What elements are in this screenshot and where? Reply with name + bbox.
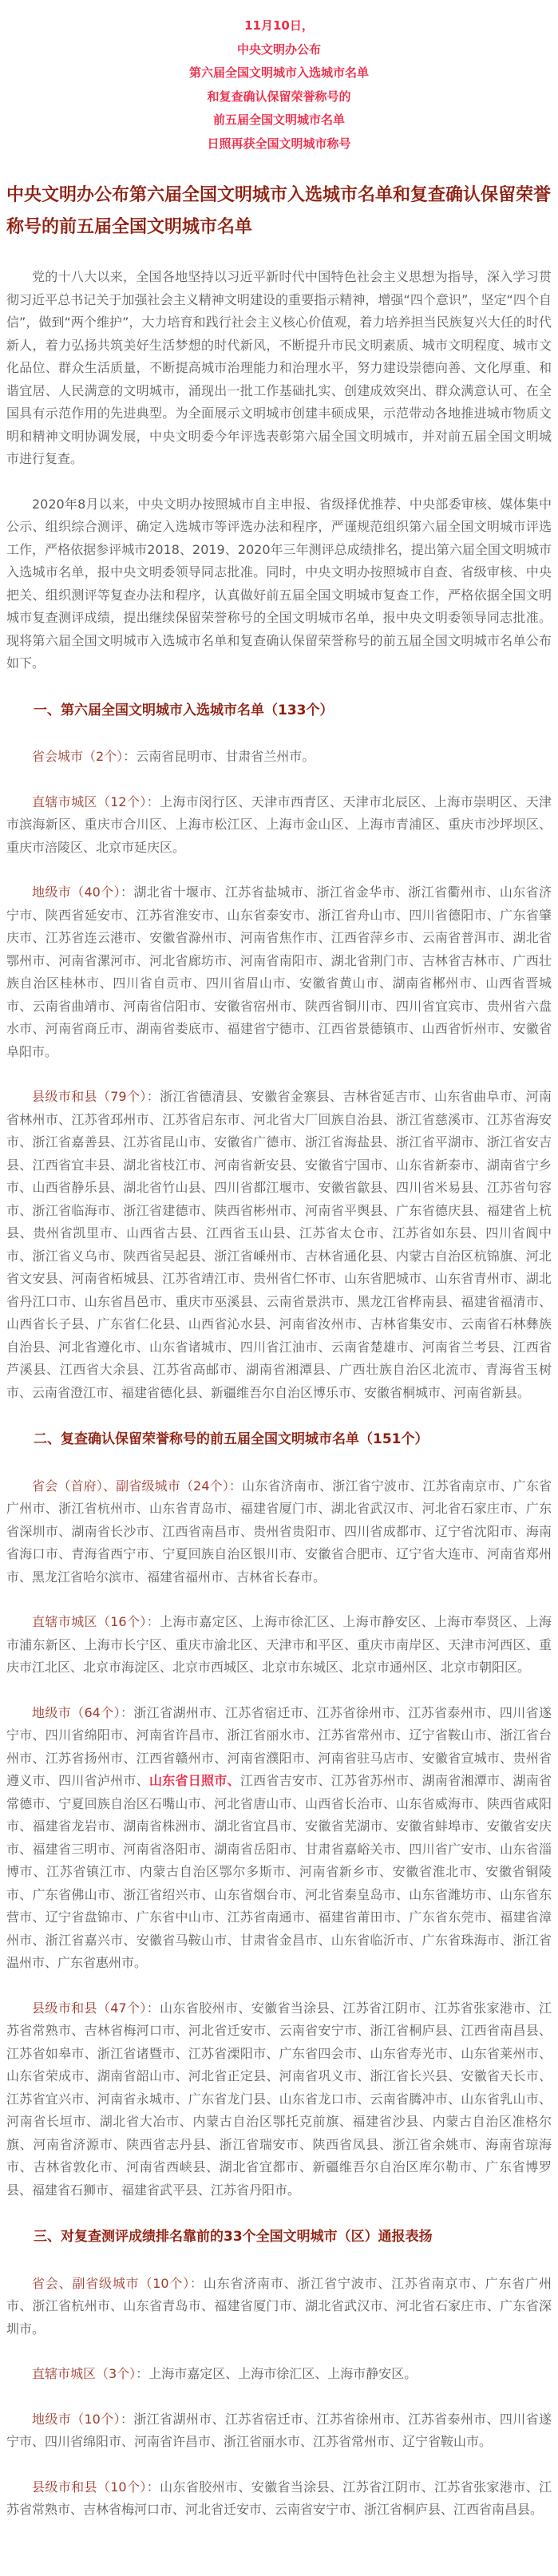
lead-block <box>6 14 552 156</box>
group-city-list: ：浙江省湖州市、江苏省宿迁市、江苏省徐州市、江苏省泰州市、四川省遂宁市、四川省绵阳市、河南省许昌市、浙江省丽水市、江苏省常州市、辽宁省鞍山市。 <box>6 2411 552 2449</box>
section-3-heading: 三、对复查测评成绩排名靠前的33个全国文明城市（区）通报表扬 <box>34 2229 433 2245</box>
group-city-list: ：云南省昆明市、甘肃省兰州市。 <box>123 749 315 764</box>
group-label: 县级市和县（10个） <box>32 2479 147 2495</box>
section-2-group-municipal-districts <box>6 1611 552 1680</box>
group-city-list: ：上海市嘉定区、上海市徐汇区、上海市静安区、上海市奉贤区、上海市浦东新区、上海市长宁区、重庆市渝北区、天津市和平区、重庆市南岸区、天津市河西区、重庆市江北区、北京市海淀区、北京市西城区、北京市东城区、北京市通州区、北京市朝阳区。 <box>6 1614 552 1675</box>
intro-paragraph-2: 2020年8月以来，中央文明办按照城市自主申报、省级择优推荐、中央部委审核、媒体集中公示、组织综合测评、确定入选城市等评选办法和程序，严谨规范组织第六届全国文明城市评选工作，严格依据参评城市2018、2019、2020年三年测评总成绩排名，提出第六届全国文明城市入选城市名单，报中央文明委领导同志批准。同时，中央文明办按照城市自查、省级审核、中央把关、组织测评等复查办法和程序，认真做好前五届全国文明城市复查工作，严格依据全国文明城市复查测评成绩，提出继续保留荣誉称号的全国文明城市名单，报中央文明委领导同志批准。现将第六届全国文明城市入选城市名单和复查确认保留荣誉称号的前五届全国文明城市名单公布如下。 <box>6 496 552 671</box>
section-1-heading: 一、第六届全国文明城市入选城市名单（133个） <box>34 702 334 718</box>
group-label: 县级市和县（47个） <box>32 2000 147 2016</box>
intro-paragraph-1: 党的十八大以来，全国各地坚持以习近平新时代中国特色社会主义思想为指导，深入学习贯彻习近平总书记关于加强社会主义精神文明建设的重要指示精神，增强“四个意识”，坚定“四个自信”，做到“两个维护”，大力培育和践行社会主义核心价值观，着力培养担当民族复兴大任的时代新人，着力弘扬共筑美好生活梦想的时代新风，不断提升市民文明素质、城市文明程度、城市文化品位、群众生活质量，不断提高城市治理能力和治理水平，努力建设崇德向善、文化厚重、和谐宜居、人民满意的文明城市，涌现出一批工作基础扎实、创建成效突出、群众满意认可、在全国具有示范作用的先进典型。为全面展示文明城市创建丰硕成果，示范带动各地推进城市物质文明和精神文明协调发展，中央文明委今年评选表彰第六届全国文明城市，并对前五届全国文明城市进行复查。 <box>6 269 552 466</box>
section-1-group-prefecture-cities <box>6 881 552 1063</box>
group-label: 省会城市（2个） <box>32 749 124 764</box>
article-title: 中央文明办公布第六届全国文明城市入选城市名单和复查确认保留荣誉称号的前五届全国文明城市名单 <box>6 185 552 237</box>
section-1-group-municipal-districts <box>6 791 552 860</box>
lead-line-previous: 前五届全国文明城市名单 <box>212 113 345 127</box>
highlighted-city-rizhao: 山东省日照市、 <box>148 1773 240 1788</box>
group-label: 县级市和县（79个） <box>32 1089 147 1104</box>
section-3-group-municipal-districts <box>6 2363 552 2386</box>
section-3-group-capital-cities <box>6 2273 552 2341</box>
section-3-group-county-cities <box>6 2476 552 2522</box>
section-3-group-prefecture-cities <box>6 2408 552 2454</box>
lead-line-review: 和复查确认保留荣誉称号的 <box>207 89 351 104</box>
section-1-group-capital-cities <box>6 746 552 769</box>
lead-line-rizhao: 日照再获全国文明城市称号 <box>207 136 351 151</box>
group-city-list: ：山东省胶州市、安徽省当涂县、江苏省江阴市、江苏省张家港市、江苏省常熟市、吉林省梅河口市、河北省迁安市、云南省安宁市、浙江省桐庐县、江西省南昌县。 <box>6 2479 552 2517</box>
group-city-list: ：山东省济南市、浙江省宁波市、江苏省南京市、广东省广州市、浙江省杭州市、山东省青岛市、福建省厦门市、湖北省武汉市、河北省石家庄市、广东省深圳市。 <box>6 2275 552 2337</box>
group-city-list-after-highlight: 江西省吉安市、江苏省苏州市、湖南省湘潭市、湖南省常德市、宁夏回族自治区石嘴山市、河北省唐山市、山西省长治市、山东省威海市、陕西省咸阳市、福建省龙岩市、湖南省株洲市、湖北省宜昌市、安徽省芜湖市、安徽省蚌埠市、安徽省安庆市、福建省三明市、河南省洛阳市、湖南省岳阳市、甘肃省嘉峪关市、四川省广安市、山东省淄博市、江苏省镇江市、内蒙古自治区鄂尔多斯市、河南省新乡市、安徽省淮北市、安徽省铜陵市、广东省佛山市、浙江省绍兴市、山东省烟台市、河北省秦皇岛市、山东省潍坊市、山东省东营市、辽宁省盘锦市、广东省中山市、江苏省南通市、福建省莆田市、广东省东莞市、福建省漳州市、浙江省嘉兴市、安徽省马鞍山市、甘肃省金昌市、山东省临沂市、广东省珠海市、浙江省温州市、广东省惠州市。 <box>6 1773 552 1970</box>
section-2-group-capital-cities <box>6 1475 552 1589</box>
group-city-list: ：浙江省德清县、安徽省金寨县、吉林省延吉市、山东省曲阜市、河南省林州市、江苏省邳州市、江苏省启东市、河北省大厂回族自治县、浙江省慈溪市、江苏省海安市、浙江省嘉善县、江苏省昆山市、安徽省广德市、浙江省海盐县、浙江省平湖市、浙江省安吉县、江西省宜丰县、湖北省枝江市、河南省新安县、安徽省宁国市、山东省新泰市、湖南省宁乡市、山西省静乐县、湖北省竹山县、四川省都江堰市、安徽省歙县、四川省米易县、江苏省句容市、浙江省临海市、浙江省建德市、陕西省彬州市、河南省平舆县、广东省德庆县、福建省上杭县、贵州省凯里市、山西省古县、江西省玉山县、江苏省太仓市、江苏省如东县、四川省阆中市、浙江省义乌市、陕西省吴起县、浙江省嵊州市、吉林省通化县、内蒙古自治区杭锦旗、河北省文安县、河南省柘城县、江苏省靖江市、贵州省仁怀市、山东省肥城市、山东省青州市、湖北省丹江口市、山东省昌邑市、重庆市巫溪县、云南省景洪市、黑龙江省桦南县、福建省福清市、山西省长子县、广东省仁化县、山西省沁水县、河南省汝州市、吉林省集安市、云南省石林彝族自治县、河北省遵化市、山东省诸城市、四川省江油市、云南省楚雄市、河南省兰考县、江西省芦溪县、江西省大余县、江苏省高邮市、湖南省湘潭县、广西壮族自治区北流市、青海省玉树市、云南省澄江市、福建省德化县、新疆维吾尔自治区博乐市、安徽省桐城市、河南省新县。 <box>6 1089 552 1400</box>
group-city-list-before-highlight: ：浙江省湖州市、江苏省宿迁市、江苏省徐州市、江苏省泰州市、四川省遂宁市、四川省绵阳市、河南省许昌市、浙江省丽水市、江苏省常州市、辽宁省鞍山市、浙江省台州市、江苏省扬州市、江西省赣州市、河南省濮阳市、河南省驻马店市、安徽省宣城市、贵州省遵义市、四川省泸州市、 <box>6 1704 552 1788</box>
group-city-list: ：湖北省十堰市、江苏省盐城市、浙江省金华市、浙江省衢州市、山东省济宁市、陕西省延安市、江苏省淮安市、山东省泰安市、浙江省舟山市、四川省德阳市、广东省肇庆市、江苏省连云港市、安徽省滁州市、河南省焦作市、江西省萍乡市、云南省普洱市、湖北省鄂州市、河南省漯河市、河北省廊坊市、河南省南阳市、湖北省荆门市、吉林省吉林市、广西壮族自治区桂林市、四川省自贡市、四川省眉山市、安徽省黄山市、湖南省郴州市、山西省晋城市、云南省曲靖市、河南省信阳市、安徽省宿州市、陕西省铜川市、四川省宜宾市、贵州省六盘水市、河南省商丘市、湖南省娄底市、福建省宁德市、江西省景德镇市、山西省忻州市、安徽省阜阳市。 <box>6 884 552 1059</box>
group-label: 直辖市城区（16个） <box>32 1614 147 1629</box>
group-label: 省会、副省级城市（10个） <box>32 2275 191 2291</box>
group-city-list: ：上海市闵行区、天津市西青区、天津市北辰区、上海市崇明区、天津市滨海新区、重庆市合川区、上海市松江区、上海市金山区、上海市青浦区、重庆市沙坪坝区、重庆市涪陵区、北京市延庆区。 <box>6 793 552 855</box>
section-1-group-county-cities <box>6 1086 552 1404</box>
group-city-list: ：山东省胶州市、安徽省当涂县、江苏省江阴市、江苏省张家港市、江苏省常熟市、吉林省梅河口市、河北省迁安市、云南省安宁市、浙江省桐庐县、江西省南昌县、江苏省如皋市、浙江省诸暨市、江苏省溧阳市、广东省四会市、山东省寿光市、山东省莱州市、山东省荣成市、湖南省韶山市、河北省正定县、河南省巩义市、浙江省长兴县、安徽省天长市、江苏省宜兴市、河南省永城市、广东省龙门县、山东省龙口市、云南省腾冲市、山东省乳山市、河南省长垣市、湖北省大冶市、内蒙古自治区鄂托克前旗、福建省沙县、内蒙古自治区准格尔旗、河南省济源市、陕西省志丹县、浙江省瑞安市、陕西省凤县、浙江省余姚市、海南省琼海市、吉林省敦化市、河南省西峡县、湖北省宜都市、新疆维吾尔自治区库尔勒市、广东省博罗县、福建省石狮市、福建省武平县、江苏省丹阳市。 <box>6 2000 552 2198</box>
section-2-group-county-cities <box>6 1997 552 2202</box>
group-label: 省会（首府）、副省级城市（24个） <box>32 1478 230 1494</box>
section-2-heading: 二、复查确认保留荣誉称号的前五届全国文明城市名单（151个） <box>34 1431 429 1447</box>
group-label: 地级市（64个） <box>32 1704 121 1720</box>
group-label: 地级市（40个） <box>32 884 121 900</box>
group-city-list: ：山东省济南市、浙江省宁波市、江苏省南京市、广东省广州市、浙江省杭州市、山东省青岛市、福建省厦门市、湖北省武汉市、河北省石家庄市、广东省深圳市、湖南省长沙市、江西省南昌市、贵州省贵阳市、四川省成都市、辽宁省沈阳市、海南省海口市、青海省西宁市、宁夏回族自治区银川市、安徽省合肥市、辽宁省大连市、河南省郑州市、黑龙江省哈尔滨市、福建省福州市、吉林省长春市。 <box>6 1478 552 1585</box>
section-2-group-prefecture-cities <box>6 1702 552 1975</box>
group-city-list: ：上海市嘉定区、上海市徐汇区、上海市静安区。 <box>136 2366 418 2381</box>
group-label: 直辖市城区（3个） <box>32 2366 137 2381</box>
group-label: 直辖市城区（12个） <box>32 793 147 809</box>
lead-line-publisher: 中央文明办公布 <box>236 42 321 57</box>
lead-line-date: 11月10日， <box>244 18 314 33</box>
lead-line-list-name: 第六届全国文明城市入选城市名单 <box>188 65 369 80</box>
group-label: 地级市（10个） <box>32 2411 121 2427</box>
